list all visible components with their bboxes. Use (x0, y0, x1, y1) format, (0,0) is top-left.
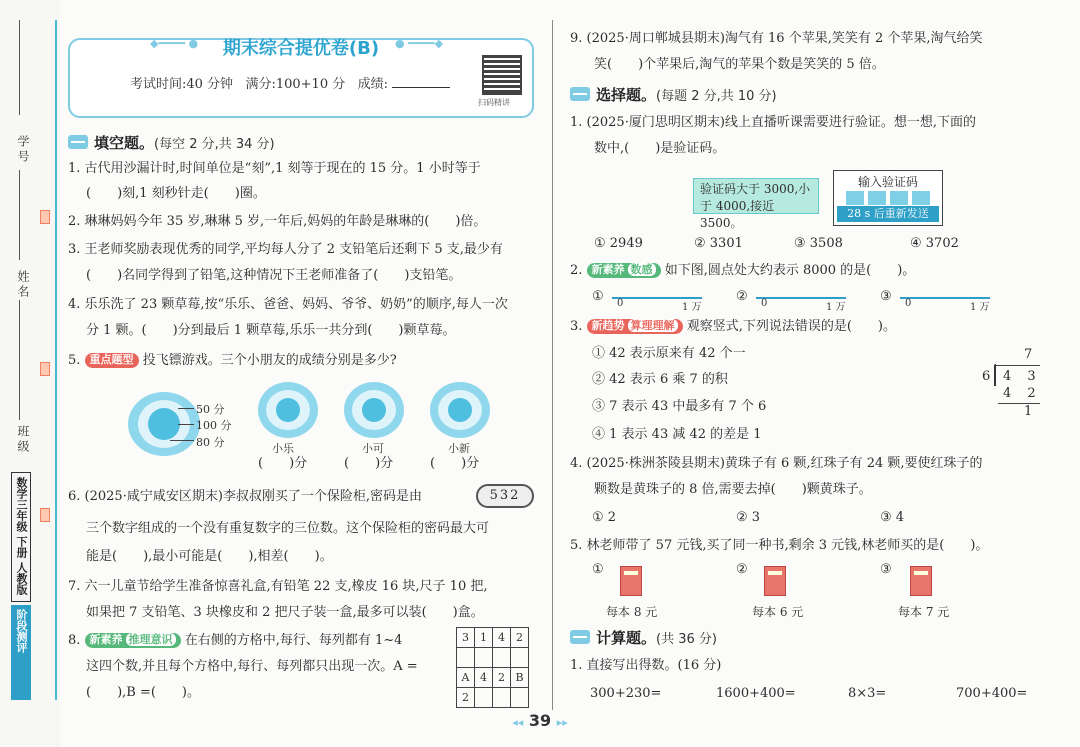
dartboard-center (362, 398, 386, 422)
q8-num: 8. (68, 633, 81, 648)
div-product: 4 2 (1003, 386, 1042, 401)
q2-line1: 2. 琳琳妈妈今年 35 岁,琳琳 5 岁,一年后,妈妈的年龄是琳琳的( )倍。 (68, 214, 487, 229)
player-name: 小新 (448, 442, 470, 455)
margin-line (19, 300, 20, 420)
c3-num: 3. (570, 319, 583, 334)
q7-line1: 7. 六一儿童节给学生准备惊喜礼盒,有铅笔 22 支,橡皮 16 块,尺子 10 把, (68, 579, 488, 594)
c5-option-1[interactable]: ① (592, 562, 604, 577)
pointer-line (178, 424, 194, 425)
binding-line (55, 20, 57, 700)
calc-expr[interactable]: 8×3= (848, 686, 887, 701)
q8-line2: 这四个数,并且每个方格中,每行、每列都只出现一次。A = (86, 659, 418, 674)
code-cell[interactable] (868, 191, 886, 205)
exam-info (130, 73, 450, 92)
c4-option[interactable]: ① 2 (592, 510, 617, 525)
q5-text: 投飞镖游戏。三个小朋友的成绩分别是多少? (142, 353, 397, 368)
grid-cell: 3 (457, 628, 475, 648)
c3-option[interactable]: ③ 7 表示 43 中最多有 7 个 6 (592, 399, 767, 414)
section-title: 选择题。 (596, 86, 657, 104)
c3-text: 观察竖式,下列说法错误的是( )。 (686, 319, 896, 334)
grid-cell: 2 (457, 688, 475, 708)
q3-line1: 3. 王老师奖励表现优秀的同学,平均每人分了 2 支铅笔后还剩下 5 支,最少有 (68, 242, 503, 257)
q5-num: 5. (68, 353, 81, 368)
c2-text: 如下图,圆点处大约表示 8000 的是( )。 (664, 263, 916, 278)
decor-arrow: ● ━━━━◆ (395, 37, 444, 50)
c2-line (570, 262, 915, 280)
price-label: 每本 6 元 (752, 605, 804, 619)
nl-zero: 0 (905, 298, 912, 309)
c1-option[interactable]: ④ 3702 (910, 236, 959, 251)
margin-line (19, 20, 20, 115)
safe-code: 532 (476, 484, 534, 508)
book-icon (620, 566, 642, 596)
cut-mark (40, 508, 50, 522)
exam-title: 期末综合提优卷(B) (222, 38, 380, 59)
resend-timer[interactable]: 28 s 后重新发送 (837, 206, 939, 222)
grid-cell (511, 688, 529, 708)
q8-tag: 新素养 推理意识 (85, 633, 181, 648)
ring-label-50: 50 分 (196, 403, 225, 416)
div-divisor: 6 (982, 369, 991, 384)
grid-cell: A (457, 668, 475, 688)
c1-option[interactable]: ① 2949 (594, 236, 643, 251)
verification-hint: 验证码大于 3000,小于 4000,接近3500。 (693, 178, 819, 214)
margin-line (19, 170, 20, 260)
price-label: 每本 8 元 (606, 605, 658, 619)
answer-blank[interactable]: ( )分 (258, 456, 308, 471)
c3-tag: 新趋势 算理理解 (587, 319, 683, 334)
full-score: 满分:100+10 分 (245, 77, 346, 92)
dartboard-center (448, 398, 472, 422)
score-blank[interactable] (392, 87, 450, 88)
c5-option-3[interactable]: ③ (880, 562, 892, 577)
code-cell[interactable] (912, 191, 930, 205)
column-divider (552, 20, 553, 710)
q3-line2: ( )名同学得到了铅笔,这种情况下王老师准备了( )支铅笔。 (86, 268, 462, 283)
exam-time: 考试时间:40 分钟 (130, 77, 234, 92)
section-icon (68, 135, 88, 149)
c2-option-2[interactable]: ② (736, 289, 748, 304)
q8-text: 在右侧的方格中,每行、每列都有 1~4 (184, 633, 403, 648)
grade-label: 数学三年级 下册 人教版 (11, 472, 31, 602)
nl-zero: 0 (617, 298, 624, 309)
section-fill-blank (68, 132, 275, 153)
section-note: (每题 2 分,共 10 分) (656, 89, 777, 104)
grid-cell (493, 688, 511, 708)
name-label: 姓名 (16, 270, 30, 300)
grid-cell (475, 688, 493, 708)
grid-cell: 4 (475, 668, 493, 688)
section-note: (每空 2 分,共 34 分) (154, 137, 275, 152)
q4-line2: 分 1 颗。( )分到最后 1 颗草莓,乐乐一共分到( )颗草莓。 (86, 323, 456, 338)
grid-cell: 2 (493, 668, 511, 688)
section-calc (570, 627, 717, 648)
answer-blank[interactable]: ( )分 (430, 456, 480, 471)
page-footer (0, 711, 1080, 730)
q6-line1: 6. (2025·咸宁咸安区期末)李叔叔刚买了一个保险柜,密码是由 (68, 489, 423, 504)
section-title: 填空题。 (94, 134, 155, 152)
grid-cell: 4 (493, 628, 511, 648)
pointer-line (178, 408, 194, 409)
student-id-label: 学号 (16, 135, 30, 165)
div-bracket (994, 364, 996, 386)
dartboard-center (276, 398, 300, 422)
section-note: (共 36 分) (656, 632, 717, 647)
q1-line2: ( )刻,1 刻秒针走( )圈。 (86, 186, 266, 201)
section-title: 计算题。 (596, 629, 657, 647)
ring-label-80: 80 分 (196, 436, 225, 449)
c2-tag: 新素养 数感 (587, 263, 661, 278)
div-bar (998, 403, 1040, 404)
q8-line3: ( ),B =( )。 (86, 685, 200, 700)
q4-line1: 4. 乐乐洗了 23 颗草莓,按“乐乐、爸爸、妈妈、爷爷、奶奶”的顺序,每人一次 (68, 297, 508, 312)
c4-line1: 4. (2025·株洲茶陵县期末)黄珠子有 6 颗,红珠子有 24 颗,要使红珠子的 (570, 456, 983, 471)
c4-option[interactable]: ② 3 (736, 510, 761, 525)
nl-wan: 1 万 (826, 302, 846, 313)
answer-blank[interactable]: ( )分 (344, 456, 394, 471)
c1-option[interactable]: ③ 3508 (794, 236, 843, 251)
code-cell[interactable] (846, 191, 864, 205)
grid-cell: B (511, 668, 529, 688)
dartboard-center (148, 408, 180, 440)
class-label: 班级 (16, 425, 30, 455)
q6-line3: 能是( ),最小可能是( ),相差( )。 (86, 549, 333, 564)
nl-wan: 1 万 (970, 302, 990, 313)
q9-line2: 笑( )个苹果后,淘气的苹果个数是笑笑的 5 倍。 (594, 57, 885, 72)
c2-num: 2. (570, 263, 583, 278)
q7-line2: 如果把 7 支铅笔、3 块橡皮和 2 把尺子装一盒,最多可以装( )盒。 (86, 605, 484, 620)
q5-line (68, 352, 397, 370)
div-quotient: 7 (1024, 347, 1033, 362)
arrow-right-icon: ▸▸ (556, 716, 568, 729)
code-cell[interactable] (890, 191, 908, 205)
c3-option[interactable]: ④ 1 表示 43 减 42 的差是 1 (592, 427, 762, 442)
grid-cell (493, 648, 511, 668)
c2-option-1[interactable]: ① (592, 289, 604, 304)
pointer-line (170, 440, 194, 441)
grid-cell: 1 (475, 628, 493, 648)
price-label: 每本 7 元 (898, 605, 950, 619)
ring-label-100: 100 分 (196, 419, 232, 432)
grid-cell: 2 (511, 628, 529, 648)
div-dividend: 4 3 (1003, 369, 1042, 384)
c1-option[interactable]: ② 3301 (694, 236, 743, 251)
c1-line1: 1. (2025·厦门思明区期末)线上直播听课需要进行验证。想一想,下面的 (570, 115, 977, 130)
verification-box (833, 170, 943, 226)
qr-label: 扫码精讲 (478, 98, 510, 107)
c4-option[interactable]: ③ 4 (880, 510, 905, 525)
cut-mark (40, 362, 50, 376)
section-icon (570, 87, 590, 101)
page-number: 39 (528, 711, 552, 730)
qr-code[interactable] (482, 55, 522, 95)
c3-option[interactable]: ① 42 表示原来有 42 个一 (592, 346, 746, 361)
arrow-left-icon: ◂◂ (512, 716, 524, 729)
c5-option-2[interactable]: ② (736, 562, 748, 577)
c5-line1: 5. 林老师带了 57 元钱,买了同一种书,剩余 3 元钱,林老师买的是( )。 (570, 538, 989, 553)
score-label: 成绩: (357, 77, 389, 92)
q9-line1: 9. (2025·周口郸城县期末)淘气有 16 个苹果,笑笑有 2 个苹果,淘气给笑 (570, 31, 983, 46)
calc-expr[interactable]: 700+400= (956, 686, 1028, 701)
div-bar (996, 365, 1040, 366)
c3-option[interactable]: ② 42 表示 6 乘 7 的积 (592, 372, 728, 387)
c2-option-3[interactable]: ③ (880, 289, 892, 304)
player-name: 小可 (362, 442, 384, 455)
book-icon (910, 566, 932, 596)
nl-zero: 0 (761, 298, 768, 309)
section-icon (570, 630, 590, 644)
grid-cell (511, 648, 529, 668)
q8-line1 (68, 632, 402, 650)
c1-line2: 数中,( )是验证码。 (594, 141, 726, 156)
cut-mark (40, 210, 50, 224)
calc-expr[interactable]: 1600+400= (716, 686, 796, 701)
section-choice (570, 84, 777, 105)
nl-wan: 1 万 (682, 302, 702, 313)
grid-cell (475, 648, 493, 668)
q1-line1: 1. 古代用沙漏计时,时间单位是“刻”,1 刻等于现在的 15 分。1 小时等于 (68, 161, 481, 176)
calc-expr[interactable]: 300+230= (590, 686, 662, 701)
div-remainder: 1 (1024, 404, 1033, 419)
q6-line2: 三个数字组成的一个没有重复数字的三位数。这个保险柜的密码最大可 (86, 521, 490, 536)
decor-arrow: ◆━━━━ ● (150, 37, 199, 50)
grid-cell (457, 648, 475, 668)
c4-line2: 颗数是黄珠子的 8 倍,需要去掉( )颗黄珠子。 (594, 482, 872, 497)
verify-box-title: 输入验证码 (857, 175, 918, 189)
c3-line (570, 318, 896, 336)
series-label: 阶段测评 (11, 605, 31, 700)
q8-grid (456, 627, 529, 708)
book-icon (764, 566, 786, 596)
player-name: 小乐 (272, 442, 294, 455)
q5-tag: 重点题型 (85, 353, 139, 368)
d1-line1: 1. 直接写出得数。(16 分) (570, 658, 722, 673)
